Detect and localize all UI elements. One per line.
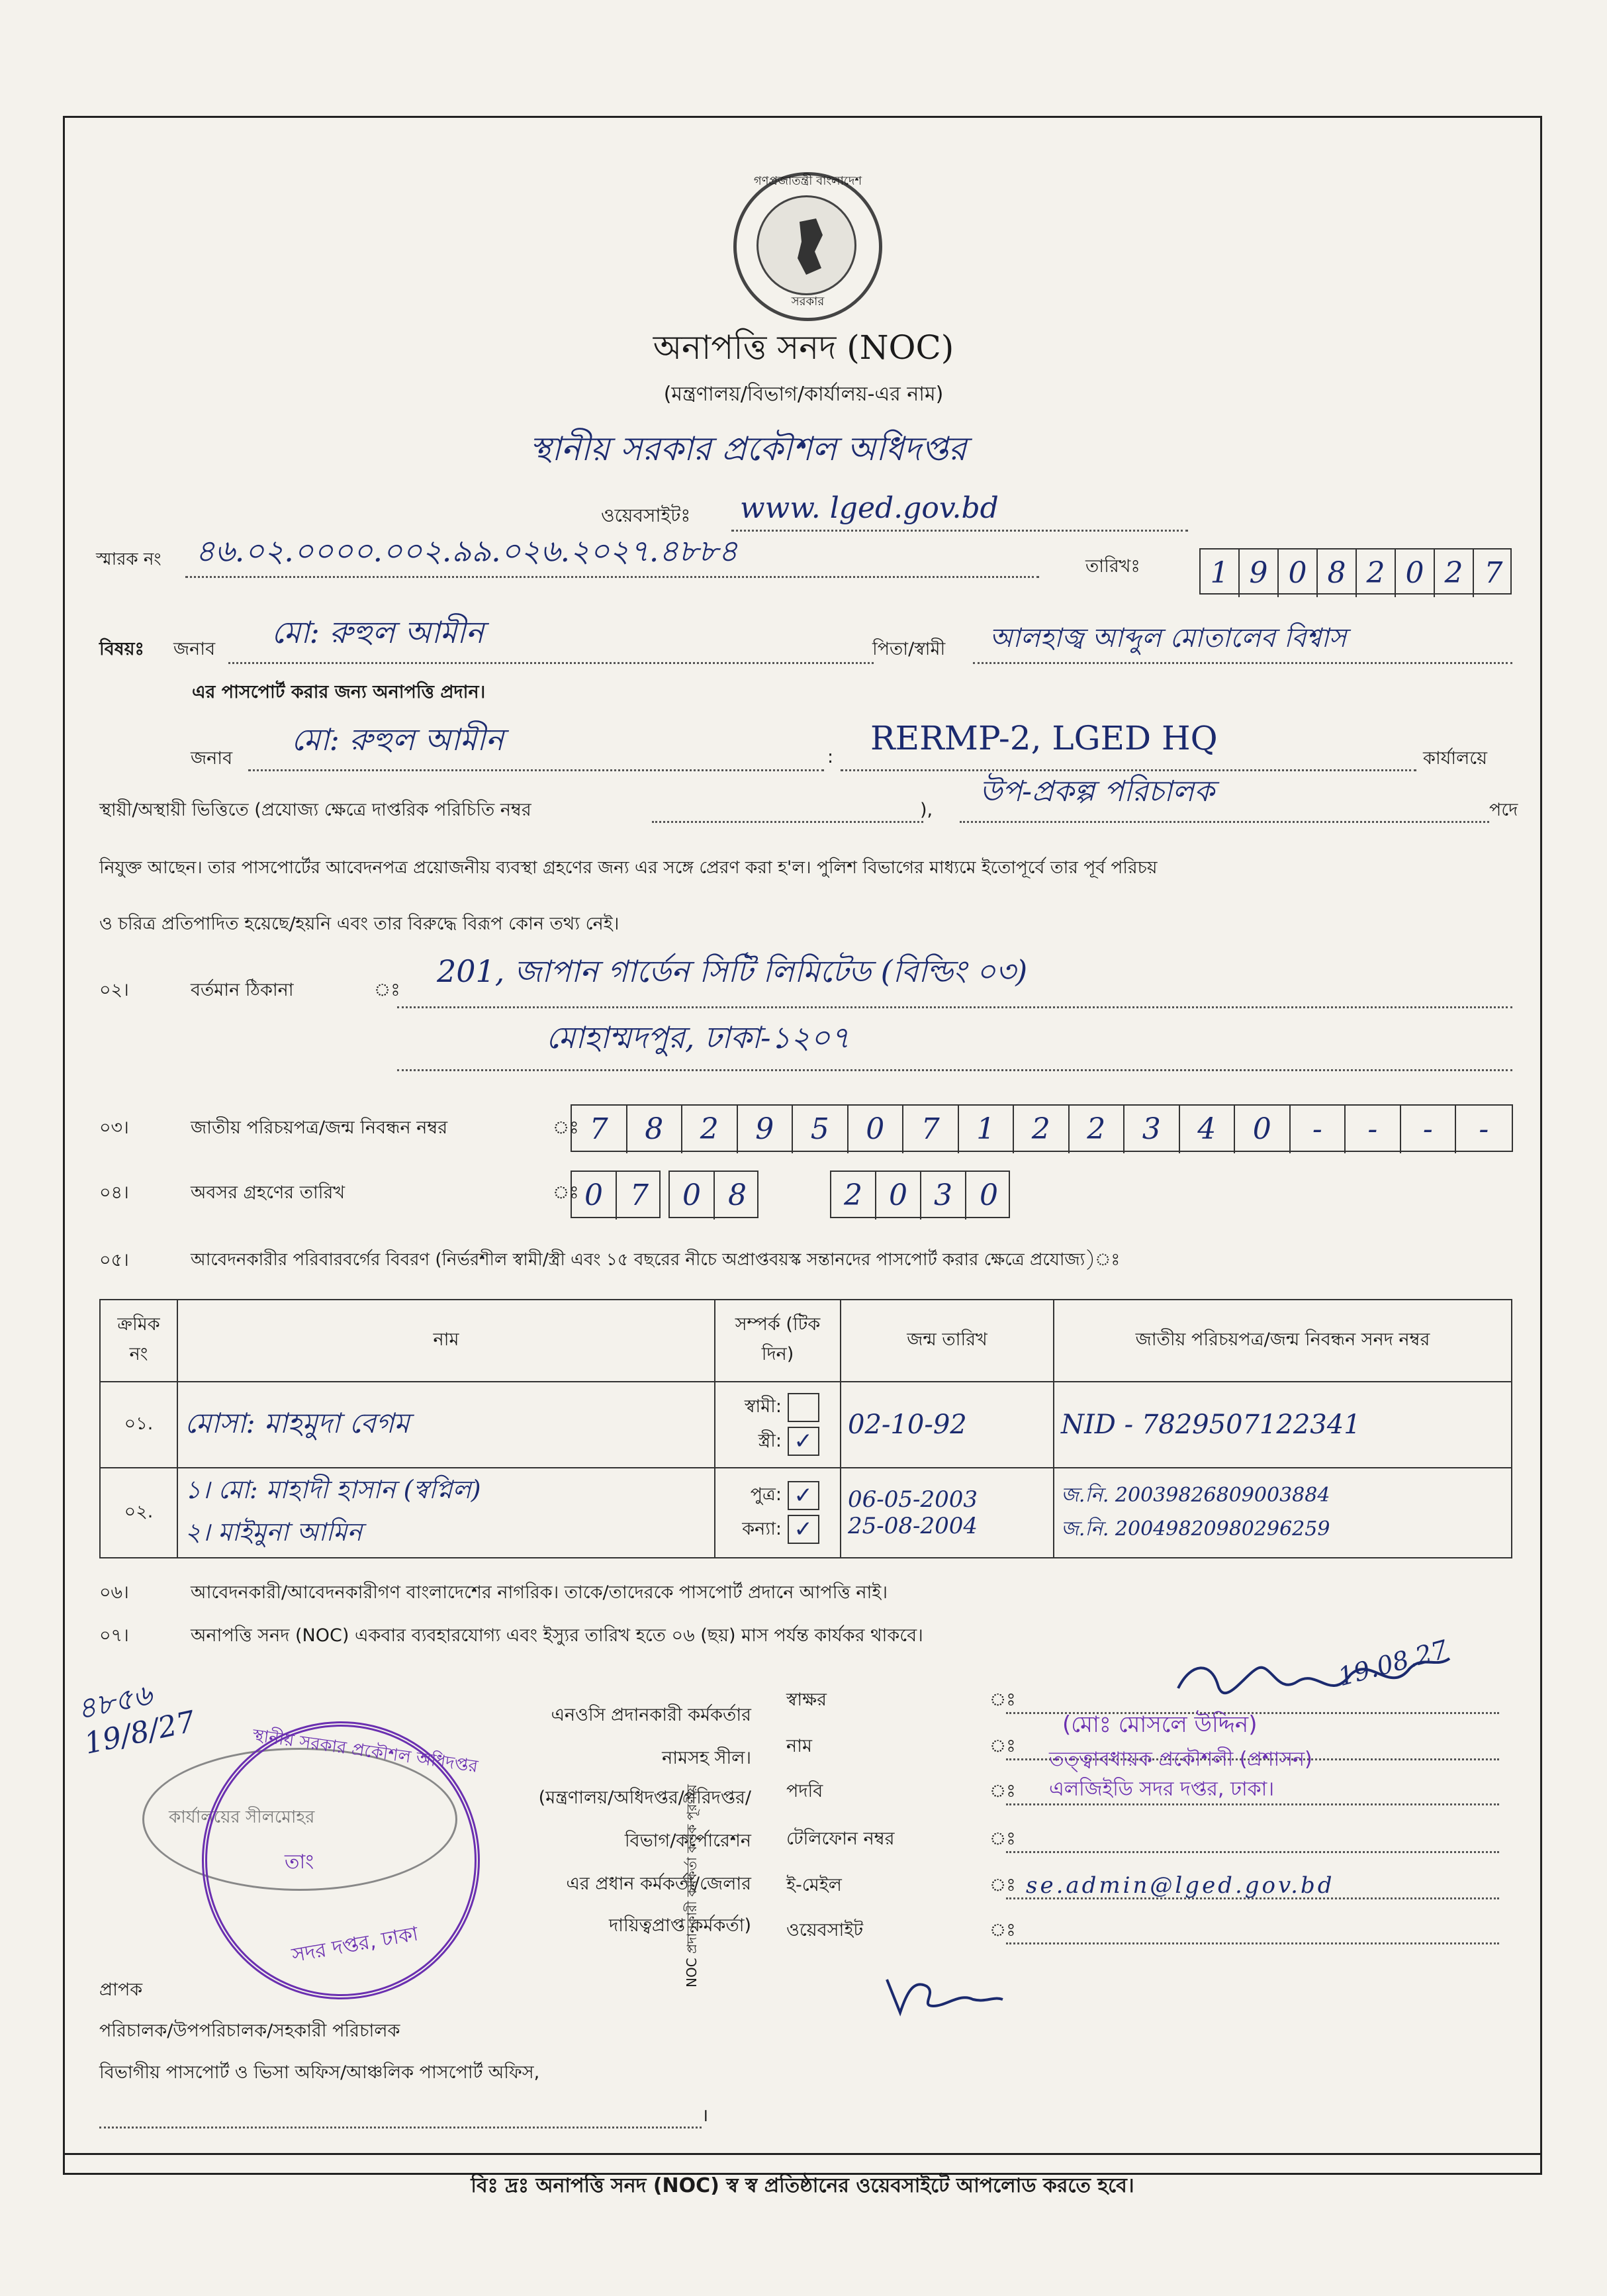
- note6-text: আবেদনকারী/আবেদনকারীগণ বাংলাদেশের নাগরিক। তাকে/তাদেরকে পাসপোর্ট প্রদানে আপত্তি নাই।: [191, 1582, 888, 1603]
- body-name: মো: রুহুল আমীন: [291, 722, 504, 757]
- signatory-stamp-office: এলজিইডি সদর দপ্তর, ঢাকা।: [1049, 1778, 1275, 1801]
- signatory-field-colon: ঃ: [989, 1781, 1016, 1801]
- website-value: www. lged.gov.bd: [740, 491, 999, 525]
- digit-box: 7: [1484, 556, 1503, 590]
- signatory-field-label: স্বাক্ষর: [786, 1690, 827, 1710]
- item5-number: ০৫।: [99, 1250, 129, 1270]
- item4-number: ০৪।: [99, 1182, 129, 1203]
- signatory-description-line: নামসহ সীল।: [662, 1748, 751, 1768]
- signatory-field-label: পদবি: [786, 1781, 823, 1801]
- digit-box: 3: [921, 1172, 966, 1220]
- signatory-field-line: [1006, 1851, 1499, 1853]
- left-handwritten-note: ৪৮৫৬ 19/8/27: [73, 1678, 199, 1761]
- child-id-2: জ.নি. 20049820980296259: [1061, 1517, 1330, 1541]
- son-checkbox[interactable]: ✓: [788, 1481, 819, 1510]
- signatory-field-label: নাম: [786, 1736, 812, 1756]
- row-serial: ০২.: [100, 1468, 177, 1558]
- digit-box: 0: [1235, 1106, 1291, 1153]
- child-name-2: ২। মাইমুনা আমিন: [185, 1517, 363, 1547]
- relation-husband-label: স্বামী:: [744, 1396, 782, 1417]
- address-line2: মোহাম্মদপুর, ঢাকা-১২০৭: [546, 1020, 850, 1055]
- recipient-label: প্রাপক: [99, 1980, 143, 2000]
- child-name-1: ১। মো: মাহাদী হাসান (স্বপ্নিল): [185, 1475, 481, 1504]
- post-name: উপ-প্রকল্প পরিচালক: [980, 775, 1215, 808]
- signatory-field-colon: ঃ: [989, 1736, 1016, 1756]
- table-row: [100, 1468, 1512, 1558]
- signatory-field-colon: ঃ: [989, 1690, 1016, 1710]
- government-emblem: [733, 172, 882, 321]
- permanent-close: ),: [920, 800, 933, 820]
- subject-line2: এর পাসপোর্ট করার জন্য অনাপত্তি প্রদান।: [192, 682, 486, 702]
- subject-label: বিষয়ঃ: [99, 639, 144, 659]
- note7-number: ০৭।: [99, 1625, 129, 1646]
- relation-son-label: পুত্র:: [750, 1484, 782, 1505]
- body-office: RERMP-2, LGED HQ: [870, 719, 1218, 757]
- signature-date: 19.08.27: [1334, 1634, 1451, 1692]
- body-para2: ও চরিত্র প্রতিপাদিত হয়েছে/হয়নি এবং তার বিরুদ্ধে বিরূপ কোন তথ্য নেই।: [99, 914, 620, 934]
- signatory-description-line: এর প্রধান কর্মকর্তা/জেলার: [566, 1874, 751, 1894]
- body-mr-label: জনাব: [191, 748, 233, 769]
- post-suffix: পদে: [1489, 800, 1518, 820]
- signatory-description-line: বিভাগ/কর্পোরেশন: [624, 1831, 751, 1851]
- digit-box: 8: [1318, 550, 1357, 597]
- page-subtitle: (মন্ত্রণালয়/বিভাগ/কার্যালয়-এর নাম): [663, 383, 944, 406]
- digit-box: -: [1291, 1106, 1346, 1153]
- item5-label: আবেদনকারীর পরিবারবর্গের বিবরণ (নির্ভরশীল স্বামী/স্ত্রী এবং ১৫ বছরের নীচে অপ্রাপ্তবয়স্ক সন্তানদের পাসপোর্ট করার ক্ষেত্রে প্রযোজ্য)ঃ: [191, 1250, 1121, 1270]
- body-colon: :: [827, 747, 834, 767]
- item2-colon: ঃ: [374, 980, 400, 1000]
- header-relation: সম্পর্ক (টিক দিন): [715, 1300, 841, 1382]
- digit-box: 0: [1396, 550, 1435, 597]
- emblem-top-text: গণপ্রজাতন্ত্রী বাংলাদেশ: [753, 174, 862, 188]
- relation-daughter-label: কন্যা:: [742, 1518, 782, 1539]
- digit-box: 1: [959, 1106, 1015, 1153]
- father-name: আলহাজ্ব আব্দুল মোতালেব বিশ্বাস: [989, 623, 1347, 653]
- nid-boxes: [571, 1104, 1513, 1152]
- signatory-description-line: (মন্ত্রণালয়/অধিদপ্তর/পরিদপ্তর/: [538, 1788, 751, 1808]
- digit-box: -: [1479, 1112, 1489, 1146]
- signatory-field-label: ওয়েবসাইট: [786, 1920, 864, 1940]
- footer-note: বিঃ দ্রঃ অনাপত্তি সনদ (NOC) স্ব স্ব প্রতিষ্ঠানের ওয়েবসাইটে আপলোড করতে হবে।: [471, 2174, 1134, 2197]
- subject-mr-label: জনাব: [173, 639, 216, 659]
- round-stamp-top: স্থানীয় সরকার প্রকৌশল অধিদপ্তর: [251, 1725, 479, 1777]
- digit-box: 7: [903, 1106, 959, 1153]
- digit-box: 0: [876, 1172, 921, 1220]
- wife-checkbox[interactable]: ✓: [788, 1427, 819, 1456]
- digit-box: 7: [572, 1106, 627, 1153]
- header-nid: জাতীয় পরিচয়পত্র/জন্ম নিবন্ধন সনদ নম্বর: [1054, 1300, 1512, 1382]
- signatory-email: se.admin@lged.gov.bd: [1026, 1872, 1335, 1899]
- item3-number: ০৩।: [99, 1118, 129, 1138]
- digit-box: 5: [793, 1106, 849, 1153]
- signatory-description-line: এনওসি প্রদানকারী কর্মকর্তার: [551, 1705, 751, 1725]
- child-dob-2: 25-08-2004: [848, 1513, 978, 1539]
- row-dob: 02-10-92: [841, 1382, 1054, 1468]
- vertical-label: NOC প্রদানকারী কর্মকর্তা কর্তৃক পূরণীয়: [684, 1784, 700, 1987]
- address-line1: 201, জাপান গার্ডেন সিটি লিমিটেড (বিল্ডিং ০৩): [437, 953, 1028, 989]
- digit-box: -: [1346, 1106, 1401, 1153]
- digit-box: 1: [1201, 550, 1240, 597]
- date-label: তারিখঃ: [1085, 556, 1140, 577]
- signatory-stamp-name: (মোঃ মোসলে উদ্দিন): [1062, 1711, 1258, 1738]
- subject-name: মো: রুহুল আমীন: [271, 614, 484, 650]
- office-seal-label: কার্যালয়ের সীলমোহর: [169, 1807, 315, 1827]
- digit-box: 7: [630, 1178, 649, 1212]
- recipient-line2: বিভাগীয় পাসপোর্ট ও ভিসা অফিস/আঞ্চলিক পাসপোর্ট অফিস,: [99, 2062, 540, 2083]
- daughter-checkbox[interactable]: ✓: [788, 1515, 819, 1544]
- digit-box: 2: [831, 1172, 876, 1220]
- memo-number: ৪৬.০২.০০০০.০০২.৯৯.০২৬.২০২৭.৪৮৮৪: [195, 533, 738, 569]
- signatory-field-colon: ঃ: [989, 1875, 1016, 1895]
- emblem-bottom-text: সরকার: [791, 295, 825, 309]
- digit-box: 8: [627, 1106, 683, 1153]
- father-label: পিতা/স্বামী: [872, 639, 946, 659]
- round-stamp-mid: তাং: [285, 1850, 314, 1874]
- digit-box: 3: [1125, 1106, 1180, 1153]
- page-title: অনাপত্তি সনদ (NOC): [653, 328, 954, 367]
- row-nid: NID - 7829507122341: [1054, 1382, 1512, 1468]
- item3-label: জাতীয় পরিচয়পত্র/জন্ম নিবন্ধন নম্বর: [191, 1118, 448, 1138]
- row-name: মোসা: মাহমুদা বেগম: [177, 1382, 715, 1468]
- relation-wife-label: স্ত্রী:: [758, 1430, 782, 1451]
- header-serial: ক্রমিক নং: [100, 1300, 177, 1382]
- date-boxes: [1199, 548, 1512, 595]
- signatory-field-line: [1006, 1942, 1499, 1944]
- family-table: [99, 1299, 1512, 1558]
- husband-checkbox[interactable]: [788, 1393, 819, 1422]
- signatory-field-line: [1006, 1803, 1499, 1805]
- item3-colon: ঃ: [553, 1118, 579, 1138]
- recipient-line1: পরিচালক/উপপরিচালক/সহকারী পরিচালক: [99, 2021, 400, 2041]
- website-label: ওয়েবসাইটঃ: [601, 504, 691, 526]
- item4-colon: ঃ: [553, 1182, 579, 1203]
- digit-box: 2: [682, 1106, 738, 1153]
- item4-label: অবসর গ্রহণের তারিখ: [191, 1182, 345, 1203]
- row-serial: ০১.: [100, 1382, 177, 1468]
- signatory-stamp-title: তত্ত্বাবধায়ক প্রকৌশলী (প্রশাসন): [1049, 1748, 1312, 1771]
- digit-box: 0: [670, 1172, 715, 1220]
- digit-box: 9: [738, 1106, 794, 1153]
- row-name: [177, 1468, 715, 1558]
- digit-box: 4: [1180, 1106, 1236, 1153]
- signatory-field-label: টেলিফোন নম্বর: [786, 1829, 895, 1849]
- child-id-1: জ.নি. 20039826809003884: [1061, 1484, 1330, 1507]
- header-dob: জন্ম তারিখ: [841, 1300, 1054, 1382]
- row-nid: [1054, 1468, 1512, 1558]
- permanent-text: স্থায়ী/অস্থায়ী ভিত্তিতে (প্রযোজ্য ক্ষেত্রে দাপ্তরিক পরিচিতি নম্বর: [99, 800, 531, 820]
- retirement-date-group: [571, 1171, 661, 1218]
- row-relation: [715, 1382, 841, 1468]
- child-dob-1: 06-05-2003: [848, 1486, 978, 1513]
- item2-number: ০২।: [99, 980, 129, 1000]
- retirement-date-group: [830, 1171, 1010, 1218]
- office-name: স্থানীয় সরকার প্রকৌশল অধিদপ্তর: [529, 430, 967, 468]
- row-dob: [841, 1468, 1054, 1558]
- digit-box: 2: [1357, 550, 1396, 597]
- digit-box: 0: [849, 1106, 904, 1153]
- digit-box: 0: [572, 1172, 617, 1220]
- item2-label: বর্তমান ঠিকানা: [191, 980, 294, 1000]
- digit-box: 2: [1014, 1106, 1070, 1153]
- retirement-date-group: [668, 1171, 758, 1218]
- office-suffix: কার্যালয়ে: [1423, 748, 1487, 769]
- digit-box: 8: [728, 1178, 747, 1212]
- digit-box: -: [1401, 1106, 1457, 1153]
- memo-label: স্মারক নং: [96, 550, 161, 569]
- signatory-field-colon: ঃ: [989, 1829, 1016, 1849]
- signatory-description-line: দায়িত্বপ্রাপ্ত কর্মকর্তা): [609, 1915, 751, 1936]
- note6-number: ০৬।: [99, 1582, 129, 1603]
- note7-text: অনাপত্তি সনদ (NOC) একবার ব্যবহারযোগ্য এবং ইস্যুর তারিখ হতে ০৬ (ছয়) মাস পর্যন্ত কার্যকর থাকবে।: [191, 1625, 923, 1646]
- digit-box: 9: [1240, 550, 1279, 597]
- signatory-field-label: ই-মেইল: [786, 1875, 842, 1895]
- row-relation: [715, 1468, 841, 1558]
- digit-box: 2: [1435, 550, 1474, 597]
- signatory-field-colon: ঃ: [989, 1920, 1016, 1940]
- initial-signature: [874, 1966, 1006, 2026]
- digit-box: 2: [1070, 1106, 1125, 1153]
- body-para1: নিযুক্ত আছেন। তার পাসপোর্টের আবেদনপত্র প্রয়োজনীয় ব্যবস্থা গ্রহণের জন্য এর সঙ্গে প্রেরণ করা হ'ল। পুলিশ বিভাগের মাধ্যমে ইতোপূর্বে তার পূর্ব পরিচয়: [99, 857, 1158, 878]
- retirement-date-boxes: [571, 1171, 1034, 1218]
- header-name: নাম: [177, 1300, 715, 1382]
- table-header-row: [100, 1300, 1512, 1382]
- recipient-end: ।: [702, 2105, 709, 2126]
- round-stamp-bottom: সদর দপ্তর, ঢাকা: [290, 1922, 420, 1968]
- digit-box: 0: [980, 1178, 998, 1212]
- digit-box: 0: [1279, 550, 1318, 597]
- table-row: [100, 1382, 1512, 1468]
